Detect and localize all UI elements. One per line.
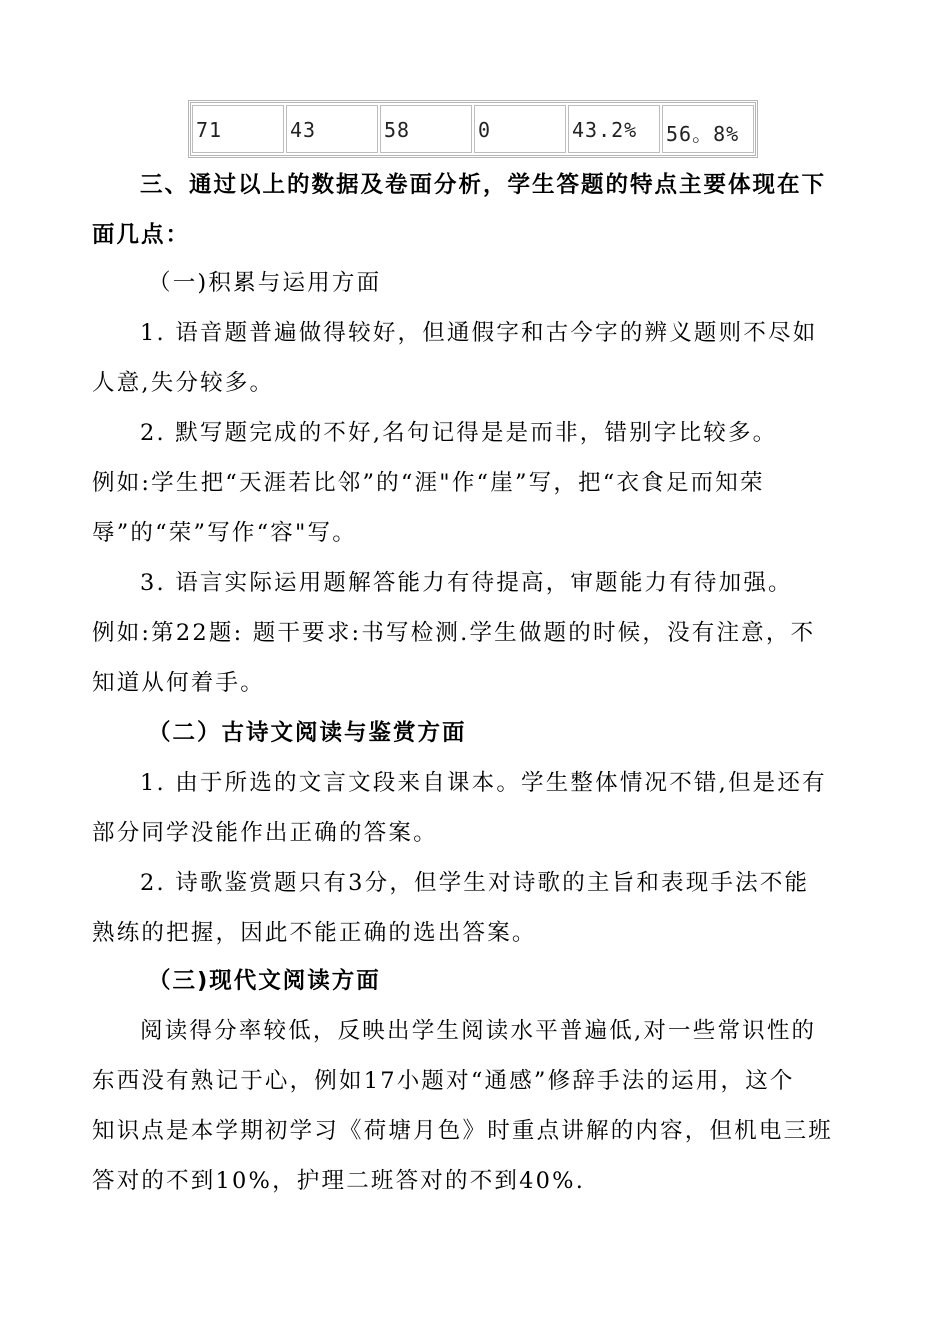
paragraph-line: 2. 默写题完成的不好,名句记得是是而非，错别字比较多。 xyxy=(140,420,778,446)
paragraph-line: 例如:第22题: 题干要求:书写检测.学生做题的时候，没有注意，不 xyxy=(92,620,816,646)
paragraph-line: 辱”的“荣”写作“容"写。 xyxy=(92,520,357,546)
paragraph-line: 部分同学没能作出正确的答案。 xyxy=(92,820,438,846)
paragraph-line: 2. 诗歌鉴赏题只有3分，但学生对诗歌的主旨和表现手法不能 xyxy=(140,870,810,896)
table-cell: 71 xyxy=(192,105,284,153)
table-cell: 43 xyxy=(286,105,378,153)
subsection-title-3: （三)现代文阅读方面 xyxy=(148,968,381,994)
section-heading-line-2: 面几点： xyxy=(92,222,191,248)
section-heading-line-1: 三、通过以上的数据及卷面分析，学生答题的特点主要体现在下 xyxy=(140,172,827,198)
paragraph-line: 例如:学生把“天涯若比邻”的“涯"作“崖”写，把“衣食足而知荣 xyxy=(92,470,765,496)
paragraph-line: 知识点是本学期初学习《荷塘月色》时重点讲解的内容，但机电三班 xyxy=(92,1118,834,1144)
paragraph-line: 东西没有熟记于心，例如17小题对“通感”修辞手法的运用，这个 xyxy=(92,1068,795,1094)
subsection-title-1: （一)积累与运用方面 xyxy=(148,270,382,296)
paragraph-line: 1. 语音题普遍做得较好，但通假字和古今字的辨义题则不尽如 xyxy=(140,320,818,346)
paragraph-line: 知道从何着手。 xyxy=(92,670,265,696)
paragraph-line: 人意,失分较多。 xyxy=(92,370,275,396)
subsection-title-2: （二）古诗文阅读与鉴赏方面 xyxy=(148,720,467,746)
table-cell: 56。8% xyxy=(662,105,754,153)
score-table xyxy=(188,100,758,158)
table-cell: 43.2% xyxy=(568,105,660,153)
paragraph-line: 熟练的把握，因此不能正确的选出答案。 xyxy=(92,920,537,946)
table-cell: 0 xyxy=(474,105,566,153)
paragraph-line: 1. 由于所选的文言文段来自课本。学生整体情况不错,但是还有 xyxy=(140,770,827,796)
table-cell: 58 xyxy=(380,105,472,153)
paragraph-line: 答对的不到10%，护理二班答对的不到40%. xyxy=(92,1168,586,1194)
paragraph-line: 阅读得分率较低，反映出学生阅读水平普遍低,对一些常识性的 xyxy=(140,1018,817,1044)
paragraph-line: 3. 语言实际运用题解答能力有待提高，审题能力有待加强。 xyxy=(140,570,793,596)
